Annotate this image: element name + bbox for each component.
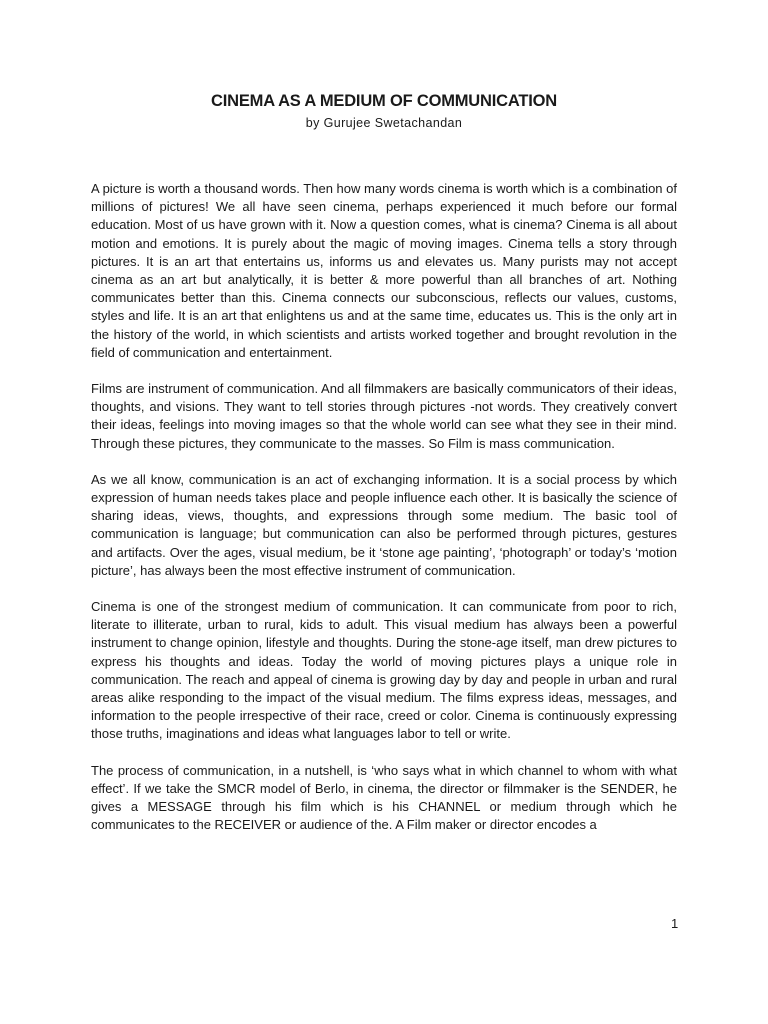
document-body [91,180,677,853]
paragraph-2: Films are instrument of communication. And all filmmakers are basically communicators of their ideas, thoughts, and visions. They want to tell stories through pictures -not words. They creatively convert their ideas, feelings into moving images so that the whole world can see what they see in their mind. Through these pictures, they communicate to the masses. So Film is mass communication. [91,381,677,451]
paragraph-5: The process of communication, in a nutshell, is ‘who says what in which channel to whom with what effect’. If we take the SMCR model of Berlo, in cinema, the director or filmmaker is the SENDER, he gives a MESSAGE through his film which is his CHANNEL or medium through which he communicates to the RECEIVER or audience of the. A Film maker or director encodes a [91,762,677,833]
document-title: CINEMA AS A MEDIUM OF COMMUNICATION [211,92,557,110]
paragraph-3: As we all know, communication is an act of exchanging information. It is a social process by which expression of human needs takes place and people influence each other. It is basically the science of sharing ideas, views, thoughts, and expressions through some medium. The basic tool of communication is language; but communication can also be performed through pictures, gestures and artifacts. Over the ages, visual medium, be it ‘stone age painting’, ‘photograph’ or today’s ‘motion picture’, has always been the most effective instrument of communication. [91,471,677,578]
author-byline: by Gurujee Swetachandan [305,116,463,130]
paragraph-4: Cinema is one of the strongest medium of communication. It can communicate from poor to rich, literate to illiterate, urban to rural, kids to adult. This visual medium has always been a powerful instrument to change opinion, lifestyle and thoughts. During the stone-age itself, man drew pictures to express his thoughts and ideas. Today the world of moving pictures plays a unique role in communication. The reach and appeal of cinema is growing day by day and people in urban and rural areas alike responding to the impact of the visual medium. The films express ideas, messages, and information to the people irrespective of their race, creed or color. Cinema is continuously expressing those truths, imaginations and ideas what languages labor to tell or write. [91,599,677,742]
page-number: 1 [671,916,679,931]
paragraph-1: A picture is worth a thousand words. Then how many words cinema is worth which is a combination of millions of pictures! We all have seen cinema, perhaps experienced it much before our formal education. Most of us have grown with it. Now a question comes, what is cinema? Cinema is all about motion and emotions. It is purely about the magic of moving images. Cinema tells a story through pictures. It is an art that entertains us, informs us and elevates us. Many purists may not accept cinema as an art but analytically, it is better & more powerful than all branches of art. Nothing communicates better than this. Cinema connects our subconscious, reflects our values, customs, styles and life. It is an art that enlightens us and at the same time, educates us. This is the only art in the history of the world, in which scientists and artists worked together and brought revolution in the field of communication and entertainment. [91,181,677,360]
